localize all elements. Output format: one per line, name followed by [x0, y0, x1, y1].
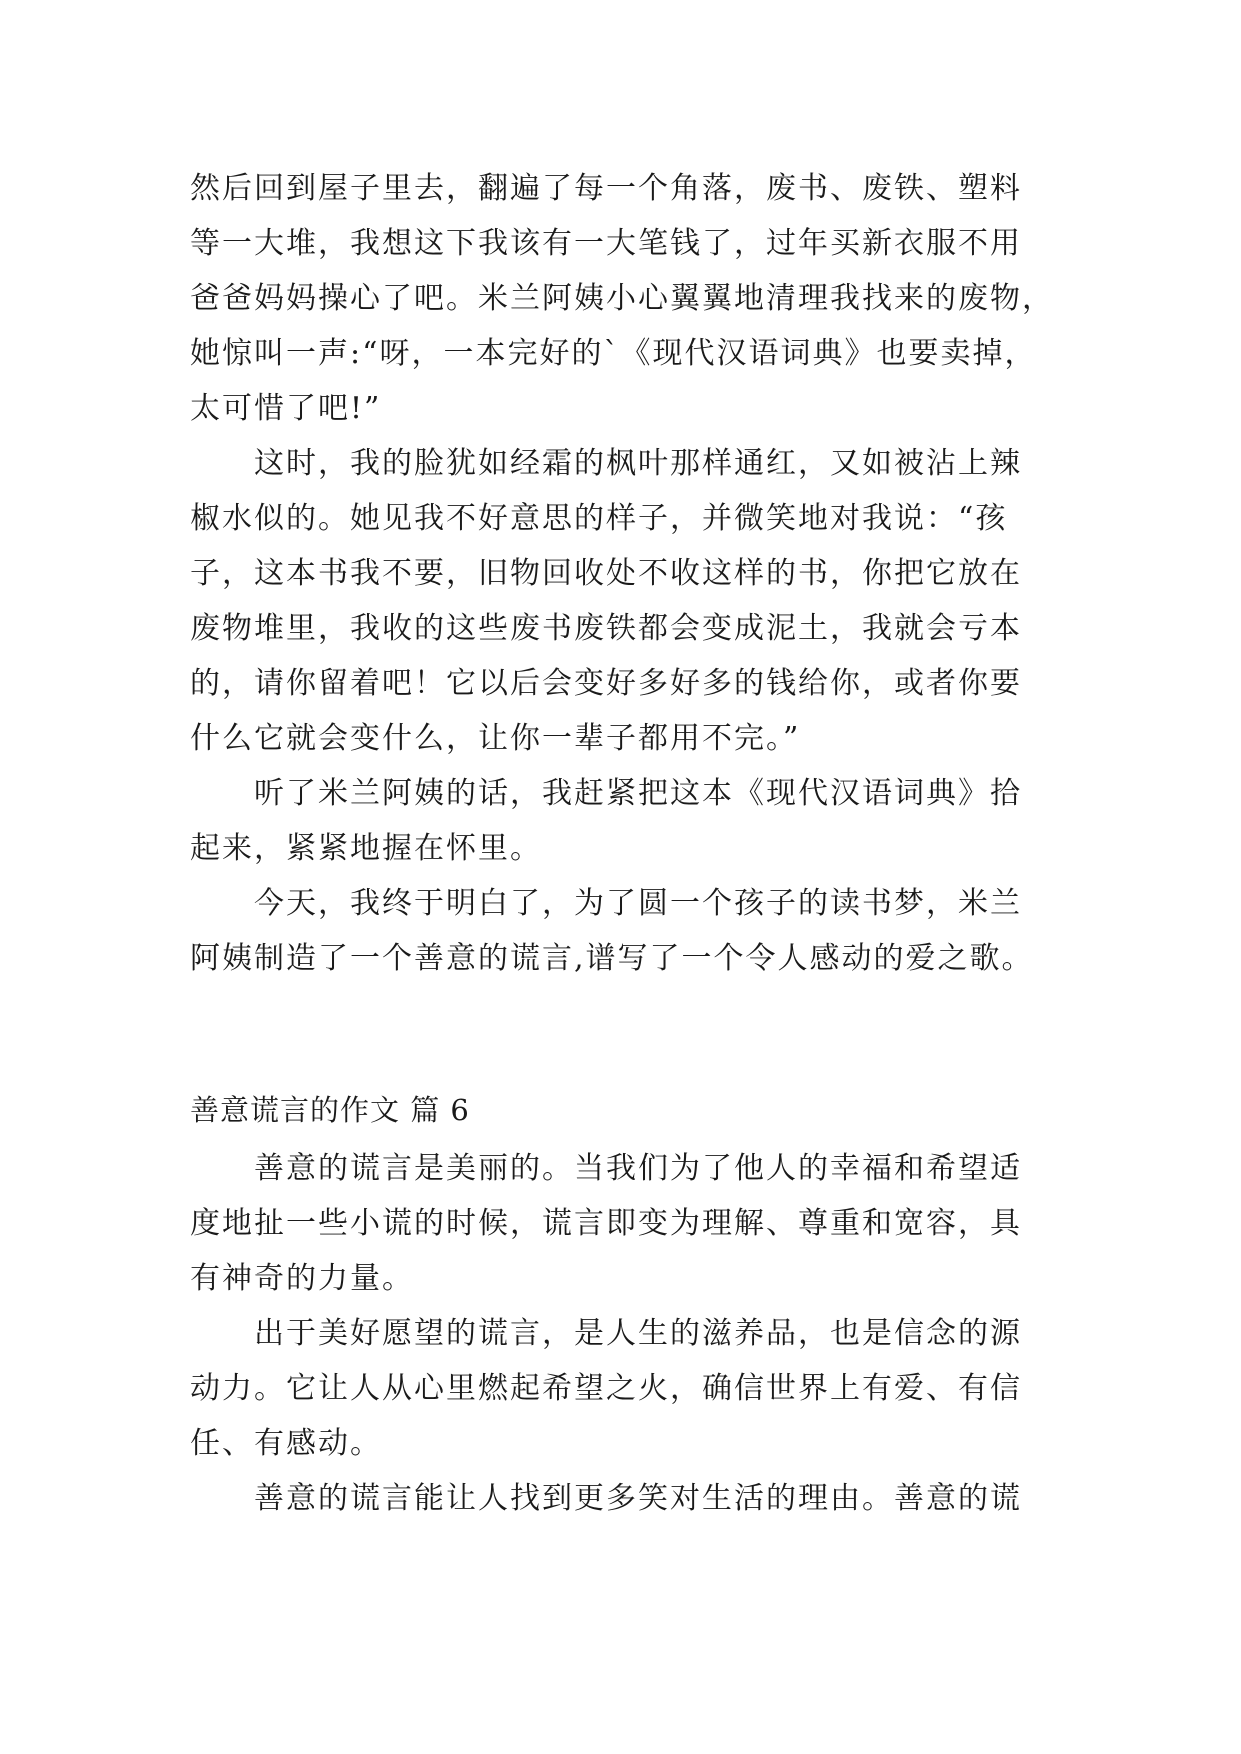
- text-line: 椒水似的。她见我不好意思的样子，并微笑地对我说：“孩: [190, 501, 1008, 536]
- text-line: 太可惜了吧!”: [190, 391, 382, 426]
- text-line: 度地扯一些小谎的时候，谎言即变为理解、尊重和宽容，具: [190, 1206, 1022, 1241]
- text-line: 出于美好愿望的谎言，是人生的滋养品，也是信念的源: [190, 1316, 1022, 1351]
- text-line: 然后回到屋子里去，翻遍了每一个角落，废书、废铁、塑料: [190, 171, 1022, 206]
- text-line: 子，这本书我不要，旧物回收处不收这样的书，你把它放在: [190, 556, 1022, 591]
- section-heading: 善意谎言的作文 篇 6: [190, 1093, 470, 1127]
- text-line: 爸爸妈妈操心了吧。米兰阿姨小心翼翼地清理我找来的废物，: [190, 281, 1054, 316]
- text-line: 起来，紧紧地握在怀里。: [190, 831, 542, 866]
- body-text-section-2: [190, 1147, 1070, 1521]
- text-line: 什么它就会变什么，让你一辈子都用不完。”: [190, 721, 801, 756]
- text-line: 的，请你留着吧！它以后会变好多好多的钱给你，或者你要: [190, 666, 1022, 701]
- text-line: 今天，我终于明白了，为了圆一个孩子的读书梦，米兰: [190, 886, 1022, 921]
- text-line: 废物堆里，我收的这些废书废铁都会变成泥土，我就会亏本: [190, 611, 1022, 646]
- text-line: 等一大堆，我想这下我该有一大笔钱了，过年买新衣服不用: [190, 226, 1022, 261]
- text-line: 任、有感动。: [190, 1426, 382, 1461]
- text-line: 有神奇的力量。: [190, 1261, 414, 1296]
- text-line: 她惊叫一声:“呀，一本完好的`《现代汉语词典》也要卖掉，: [190, 336, 1037, 371]
- text-line: 善意的谎言能让人找到更多笑对生活的理由。善意的谎: [190, 1481, 1022, 1516]
- text-line: 阿姨制造了一个善意的谎言,谱写了一个令人感动的爱之歌。: [190, 941, 1034, 976]
- body-text-section-1: [190, 167, 1070, 981]
- text-line: 动力。它让人从心里燃起希望之火，确信世界上有爱、有信: [190, 1371, 1022, 1406]
- text-line: 这时，我的脸犹如经霜的枫叶那样通红，又如被沾上辣: [190, 446, 1022, 481]
- text-line: 善意的谎言是美丽的。当我们为了他人的幸福和希望适: [190, 1151, 1022, 1186]
- text-line: 听了米兰阿姨的话，我赶紧把这本《现代汉语词典》拾: [190, 776, 1022, 811]
